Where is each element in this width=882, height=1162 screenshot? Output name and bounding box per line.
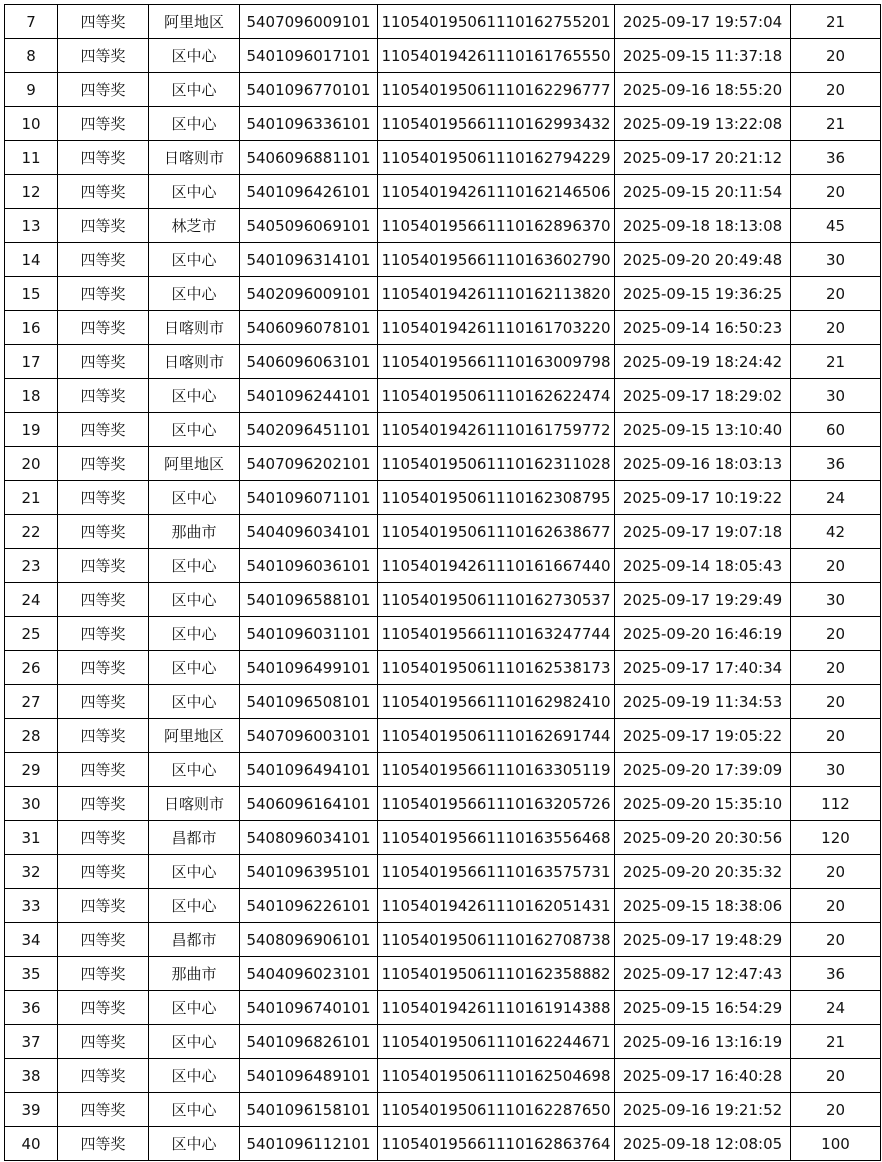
row-number-cell: 25 [5, 617, 58, 651]
prize-level-cell: 四等奖 [58, 311, 149, 345]
station-id-cell: 5406096164101 [240, 787, 378, 821]
sale-time-cell: 2025-09-16 19:21:52 [615, 1093, 791, 1127]
sale-time-cell: 2025-09-19 11:34:53 [615, 685, 791, 719]
region-cell: 区中心 [149, 1059, 240, 1093]
region-cell: 区中心 [149, 685, 240, 719]
table-row [5, 107, 881, 141]
region-cell: 区中心 [149, 39, 240, 73]
ticket-number-cell: 110540195061110162794229 [378, 141, 615, 175]
region-cell: 区中心 [149, 651, 240, 685]
prize-level-cell: 四等奖 [58, 379, 149, 413]
prize-level-cell: 四等奖 [58, 991, 149, 1025]
sale-time-cell: 2025-09-16 18:03:13 [615, 447, 791, 481]
table-row [5, 277, 881, 311]
ticket-number-cell: 110540195061110162244671 [378, 1025, 615, 1059]
sale-time-cell: 2025-09-17 19:48:29 [615, 923, 791, 957]
sale-time-cell: 2025-09-17 19:05:22 [615, 719, 791, 753]
ticket-number-cell: 110540195061110162755201 [378, 5, 615, 39]
amount-cell: 20 [791, 175, 881, 209]
ticket-number-cell: 110540194261110161914388 [378, 991, 615, 1025]
table-row [5, 651, 881, 685]
sale-time-cell: 2025-09-15 16:54:29 [615, 991, 791, 1025]
table-row [5, 73, 881, 107]
region-cell: 区中心 [149, 583, 240, 617]
sale-time-cell: 2025-09-15 11:37:18 [615, 39, 791, 73]
region-cell: 区中心 [149, 413, 240, 447]
prize-level-cell: 四等奖 [58, 209, 149, 243]
ticket-number-cell: 110540195061110162638677 [378, 515, 615, 549]
prize-level-cell: 四等奖 [58, 1093, 149, 1127]
prize-level-cell: 四等奖 [58, 957, 149, 991]
station-id-cell: 5401096395101 [240, 855, 378, 889]
table-row [5, 787, 881, 821]
prize-level-cell: 四等奖 [58, 1127, 149, 1161]
row-number-cell: 30 [5, 787, 58, 821]
station-id-cell: 5404096023101 [240, 957, 378, 991]
table-row [5, 481, 881, 515]
table-row [5, 991, 881, 1025]
prize-level-cell: 四等奖 [58, 719, 149, 753]
ticket-number-cell: 110540195061110162691744 [378, 719, 615, 753]
ticket-number-cell: 110540194261110162113820 [378, 277, 615, 311]
ticket-number-cell: 110540195661110162896370 [378, 209, 615, 243]
amount-cell: 30 [791, 753, 881, 787]
table-row [5, 209, 881, 243]
sale-time-cell: 2025-09-16 18:55:20 [615, 73, 791, 107]
region-cell: 昌都市 [149, 923, 240, 957]
region-cell: 区中心 [149, 991, 240, 1025]
prize-level-cell: 四等奖 [58, 821, 149, 855]
region-cell: 区中心 [149, 277, 240, 311]
prize-level-cell: 四等奖 [58, 447, 149, 481]
region-cell: 区中心 [149, 753, 240, 787]
station-id-cell: 5408096034101 [240, 821, 378, 855]
region-cell: 区中心 [149, 889, 240, 923]
row-number-cell: 15 [5, 277, 58, 311]
region-cell: 阿里地区 [149, 719, 240, 753]
row-number-cell: 22 [5, 515, 58, 549]
ticket-number-cell: 110540194261110161667440 [378, 549, 615, 583]
station-id-cell: 5401096336101 [240, 107, 378, 141]
sale-time-cell: 2025-09-20 16:46:19 [615, 617, 791, 651]
prize-level-cell: 四等奖 [58, 753, 149, 787]
prize-level-cell: 四等奖 [58, 855, 149, 889]
station-id-cell: 5402096451101 [240, 413, 378, 447]
sale-time-cell: 2025-09-18 12:08:05 [615, 1127, 791, 1161]
station-id-cell: 5401096508101 [240, 685, 378, 719]
station-id-cell: 5406096078101 [240, 311, 378, 345]
row-number-cell: 40 [5, 1127, 58, 1161]
region-cell: 昌都市 [149, 821, 240, 855]
region-cell: 日喀则市 [149, 311, 240, 345]
region-cell: 林芝市 [149, 209, 240, 243]
table-row [5, 1059, 881, 1093]
region-cell: 区中心 [149, 243, 240, 277]
station-id-cell: 5401096489101 [240, 1059, 378, 1093]
ticket-number-cell: 110540195661110163205726 [378, 787, 615, 821]
ticket-number-cell: 110540195661110163602790 [378, 243, 615, 277]
sale-time-cell: 2025-09-20 20:35:32 [615, 855, 791, 889]
prize-level-cell: 四等奖 [58, 243, 149, 277]
table-row [5, 141, 881, 175]
row-number-cell: 8 [5, 39, 58, 73]
region-cell: 阿里地区 [149, 447, 240, 481]
row-number-cell: 12 [5, 175, 58, 209]
row-number-cell: 37 [5, 1025, 58, 1059]
table-row [5, 889, 881, 923]
sale-time-cell: 2025-09-17 12:47:43 [615, 957, 791, 991]
region-cell: 日喀则市 [149, 787, 240, 821]
table-row [5, 753, 881, 787]
amount-cell: 20 [791, 549, 881, 583]
prize-level-cell: 四等奖 [58, 651, 149, 685]
row-number-cell: 38 [5, 1059, 58, 1093]
amount-cell: 20 [791, 889, 881, 923]
sale-time-cell: 2025-09-16 13:16:19 [615, 1025, 791, 1059]
prize-level-cell: 四等奖 [58, 515, 149, 549]
ticket-number-cell: 110540195661110163305119 [378, 753, 615, 787]
ticket-number-cell: 110540194261110161759772 [378, 413, 615, 447]
station-id-cell: 5402096009101 [240, 277, 378, 311]
amount-cell: 30 [791, 583, 881, 617]
amount-cell: 112 [791, 787, 881, 821]
prize-level-cell: 四等奖 [58, 175, 149, 209]
ticket-number-cell: 110540195061110162358882 [378, 957, 615, 991]
table-row [5, 243, 881, 277]
amount-cell: 36 [791, 957, 881, 991]
ticket-number-cell: 110540195661110162863764 [378, 1127, 615, 1161]
sale-time-cell: 2025-09-14 16:50:23 [615, 311, 791, 345]
station-id-cell: 5401096588101 [240, 583, 378, 617]
amount-cell: 60 [791, 413, 881, 447]
amount-cell: 30 [791, 379, 881, 413]
station-id-cell: 5407096202101 [240, 447, 378, 481]
sale-time-cell: 2025-09-17 18:29:02 [615, 379, 791, 413]
sale-time-cell: 2025-09-18 18:13:08 [615, 209, 791, 243]
amount-cell: 30 [791, 243, 881, 277]
amount-cell: 21 [791, 1025, 881, 1059]
table-row [5, 549, 881, 583]
station-id-cell: 5405096069101 [240, 209, 378, 243]
amount-cell: 100 [791, 1127, 881, 1161]
row-number-cell: 24 [5, 583, 58, 617]
table-row [5, 5, 881, 39]
prize-level-cell: 四等奖 [58, 1025, 149, 1059]
region-cell: 区中心 [149, 107, 240, 141]
ticket-number-cell: 110540195661110163575731 [378, 855, 615, 889]
sale-time-cell: 2025-09-17 19:07:18 [615, 515, 791, 549]
sale-time-cell: 2025-09-19 18:24:42 [615, 345, 791, 379]
sale-time-cell: 2025-09-17 10:19:22 [615, 481, 791, 515]
ticket-number-cell: 110540195061110162311028 [378, 447, 615, 481]
table-row [5, 515, 881, 549]
row-number-cell: 29 [5, 753, 58, 787]
table-row [5, 39, 881, 73]
sale-time-cell: 2025-09-17 17:40:34 [615, 651, 791, 685]
row-number-cell: 32 [5, 855, 58, 889]
row-number-cell: 19 [5, 413, 58, 447]
region-cell: 日喀则市 [149, 141, 240, 175]
ticket-number-cell: 110540194261110162146506 [378, 175, 615, 209]
table-row [5, 719, 881, 753]
station-id-cell: 5401096740101 [240, 991, 378, 1025]
station-id-cell: 5404096034101 [240, 515, 378, 549]
prize-level-cell: 四等奖 [58, 685, 149, 719]
ticket-number-cell: 110540195061110162296777 [378, 73, 615, 107]
table-row [5, 345, 881, 379]
station-id-cell: 5406096063101 [240, 345, 378, 379]
row-number-cell: 27 [5, 685, 58, 719]
prize-level-cell: 四等奖 [58, 787, 149, 821]
amount-cell: 21 [791, 345, 881, 379]
row-number-cell: 26 [5, 651, 58, 685]
region-cell: 区中心 [149, 1025, 240, 1059]
station-id-cell: 5401096770101 [240, 73, 378, 107]
ticket-number-cell: 110540195061110162308795 [378, 481, 615, 515]
table-row [5, 583, 881, 617]
sale-time-cell: 2025-09-19 13:22:08 [615, 107, 791, 141]
row-number-cell: 21 [5, 481, 58, 515]
prize-level-cell: 四等奖 [58, 549, 149, 583]
sale-time-cell: 2025-09-15 13:10:40 [615, 413, 791, 447]
sale-time-cell: 2025-09-15 20:11:54 [615, 175, 791, 209]
table-row [5, 175, 881, 209]
row-number-cell: 35 [5, 957, 58, 991]
table-row [5, 311, 881, 345]
ticket-number-cell: 110540195061110162622474 [378, 379, 615, 413]
station-id-cell: 5401096112101 [240, 1127, 378, 1161]
row-number-cell: 11 [5, 141, 58, 175]
prize-table-body [5, 5, 881, 1161]
amount-cell: 20 [791, 617, 881, 651]
table-row [5, 685, 881, 719]
prize-level-cell: 四等奖 [58, 923, 149, 957]
region-cell: 那曲市 [149, 515, 240, 549]
amount-cell: 45 [791, 209, 881, 243]
station-id-cell: 5401096071101 [240, 481, 378, 515]
region-cell: 区中心 [149, 1093, 240, 1127]
row-number-cell: 28 [5, 719, 58, 753]
region-cell: 区中心 [149, 617, 240, 651]
region-cell: 区中心 [149, 73, 240, 107]
prize-level-cell: 四等奖 [58, 889, 149, 923]
row-number-cell: 33 [5, 889, 58, 923]
station-id-cell: 5406096881101 [240, 141, 378, 175]
prize-level-cell: 四等奖 [58, 345, 149, 379]
row-number-cell: 9 [5, 73, 58, 107]
amount-cell: 20 [791, 685, 881, 719]
amount-cell: 36 [791, 447, 881, 481]
row-number-cell: 14 [5, 243, 58, 277]
table-row [5, 379, 881, 413]
region-cell: 区中心 [149, 1127, 240, 1161]
prize-level-cell: 四等奖 [58, 1059, 149, 1093]
amount-cell: 20 [791, 855, 881, 889]
table-row [5, 1025, 881, 1059]
row-number-cell: 18 [5, 379, 58, 413]
amount-cell: 24 [791, 991, 881, 1025]
amount-cell: 20 [791, 1059, 881, 1093]
prize-level-cell: 四等奖 [58, 413, 149, 447]
ticket-number-cell: 110540194261110162051431 [378, 889, 615, 923]
region-cell: 区中心 [149, 175, 240, 209]
sale-time-cell: 2025-09-17 20:21:12 [615, 141, 791, 175]
row-number-cell: 31 [5, 821, 58, 855]
station-id-cell: 5401096036101 [240, 549, 378, 583]
prize-level-cell: 四等奖 [58, 141, 149, 175]
ticket-number-cell: 110540194261110161703220 [378, 311, 615, 345]
sale-time-cell: 2025-09-20 17:39:09 [615, 753, 791, 787]
station-id-cell: 5407096003101 [240, 719, 378, 753]
ticket-number-cell: 110540195661110163556468 [378, 821, 615, 855]
row-number-cell: 13 [5, 209, 58, 243]
table-row [5, 923, 881, 957]
region-cell: 区中心 [149, 855, 240, 889]
prize-level-cell: 四等奖 [58, 583, 149, 617]
prize-level-cell: 四等奖 [58, 73, 149, 107]
sale-time-cell: 2025-09-14 18:05:43 [615, 549, 791, 583]
row-number-cell: 16 [5, 311, 58, 345]
sale-time-cell: 2025-09-20 15:35:10 [615, 787, 791, 821]
amount-cell: 20 [791, 651, 881, 685]
region-cell: 区中心 [149, 549, 240, 583]
station-id-cell: 5401096426101 [240, 175, 378, 209]
amount-cell: 24 [791, 481, 881, 515]
prize-level-cell: 四等奖 [58, 39, 149, 73]
amount-cell: 21 [791, 5, 881, 39]
sale-time-cell: 2025-09-20 20:49:48 [615, 243, 791, 277]
region-cell: 阿里地区 [149, 5, 240, 39]
sale-time-cell: 2025-09-17 16:40:28 [615, 1059, 791, 1093]
prize-level-cell: 四等奖 [58, 617, 149, 651]
row-number-cell: 36 [5, 991, 58, 1025]
station-id-cell: 5401096499101 [240, 651, 378, 685]
ticket-number-cell: 110540195061110162538173 [378, 651, 615, 685]
region-cell: 日喀则市 [149, 345, 240, 379]
region-cell: 那曲市 [149, 957, 240, 991]
row-number-cell: 17 [5, 345, 58, 379]
station-id-cell: 5401096826101 [240, 1025, 378, 1059]
station-id-cell: 5401096017101 [240, 39, 378, 73]
amount-cell: 20 [791, 1093, 881, 1127]
sale-time-cell: 2025-09-20 20:30:56 [615, 821, 791, 855]
prize-level-cell: 四等奖 [58, 5, 149, 39]
region-cell: 区中心 [149, 481, 240, 515]
station-id-cell: 5401096244101 [240, 379, 378, 413]
amount-cell: 20 [791, 311, 881, 345]
table-row [5, 1127, 881, 1161]
ticket-number-cell: 110540195061110162730537 [378, 583, 615, 617]
ticket-number-cell: 110540195661110162993432 [378, 107, 615, 141]
ticket-number-cell: 110540194261110161765550 [378, 39, 615, 73]
region-cell: 区中心 [149, 379, 240, 413]
table-row [5, 617, 881, 651]
row-number-cell: 20 [5, 447, 58, 481]
prize-level-cell: 四等奖 [58, 107, 149, 141]
sale-time-cell: 2025-09-17 19:57:04 [615, 5, 791, 39]
sale-time-cell: 2025-09-15 18:38:06 [615, 889, 791, 923]
station-id-cell: 5407096009101 [240, 5, 378, 39]
station-id-cell: 5401096158101 [240, 1093, 378, 1127]
amount-cell: 36 [791, 141, 881, 175]
table-row [5, 957, 881, 991]
amount-cell: 21 [791, 107, 881, 141]
prize-level-cell: 四等奖 [58, 481, 149, 515]
amount-cell: 42 [791, 515, 881, 549]
station-id-cell: 5401096314101 [240, 243, 378, 277]
table-row [5, 447, 881, 481]
station-id-cell: 5401096031101 [240, 617, 378, 651]
prize-level-cell: 四等奖 [58, 277, 149, 311]
station-id-cell: 5401096226101 [240, 889, 378, 923]
station-id-cell: 5408096906101 [240, 923, 378, 957]
ticket-number-cell: 110540195061110162287650 [378, 1093, 615, 1127]
sale-time-cell: 2025-09-15 19:36:25 [615, 277, 791, 311]
amount-cell: 20 [791, 923, 881, 957]
sale-time-cell: 2025-09-17 19:29:49 [615, 583, 791, 617]
row-number-cell: 34 [5, 923, 58, 957]
ticket-number-cell: 110540195661110162982410 [378, 685, 615, 719]
amount-cell: 20 [791, 719, 881, 753]
ticket-number-cell: 110540195061110162504698 [378, 1059, 615, 1093]
amount-cell: 20 [791, 39, 881, 73]
amount-cell: 20 [791, 73, 881, 107]
row-number-cell: 39 [5, 1093, 58, 1127]
row-number-cell: 7 [5, 5, 58, 39]
table-row [5, 413, 881, 447]
ticket-number-cell: 110540195661110163247744 [378, 617, 615, 651]
table-row [5, 1093, 881, 1127]
table-row [5, 855, 881, 889]
amount-cell: 20 [791, 277, 881, 311]
row-number-cell: 10 [5, 107, 58, 141]
ticket-number-cell: 110540195661110163009798 [378, 345, 615, 379]
amount-cell: 120 [791, 821, 881, 855]
row-number-cell: 23 [5, 549, 58, 583]
ticket-number-cell: 110540195061110162708738 [378, 923, 615, 957]
table-row [5, 821, 881, 855]
prize-table [4, 4, 881, 1161]
station-id-cell: 5401096494101 [240, 753, 378, 787]
